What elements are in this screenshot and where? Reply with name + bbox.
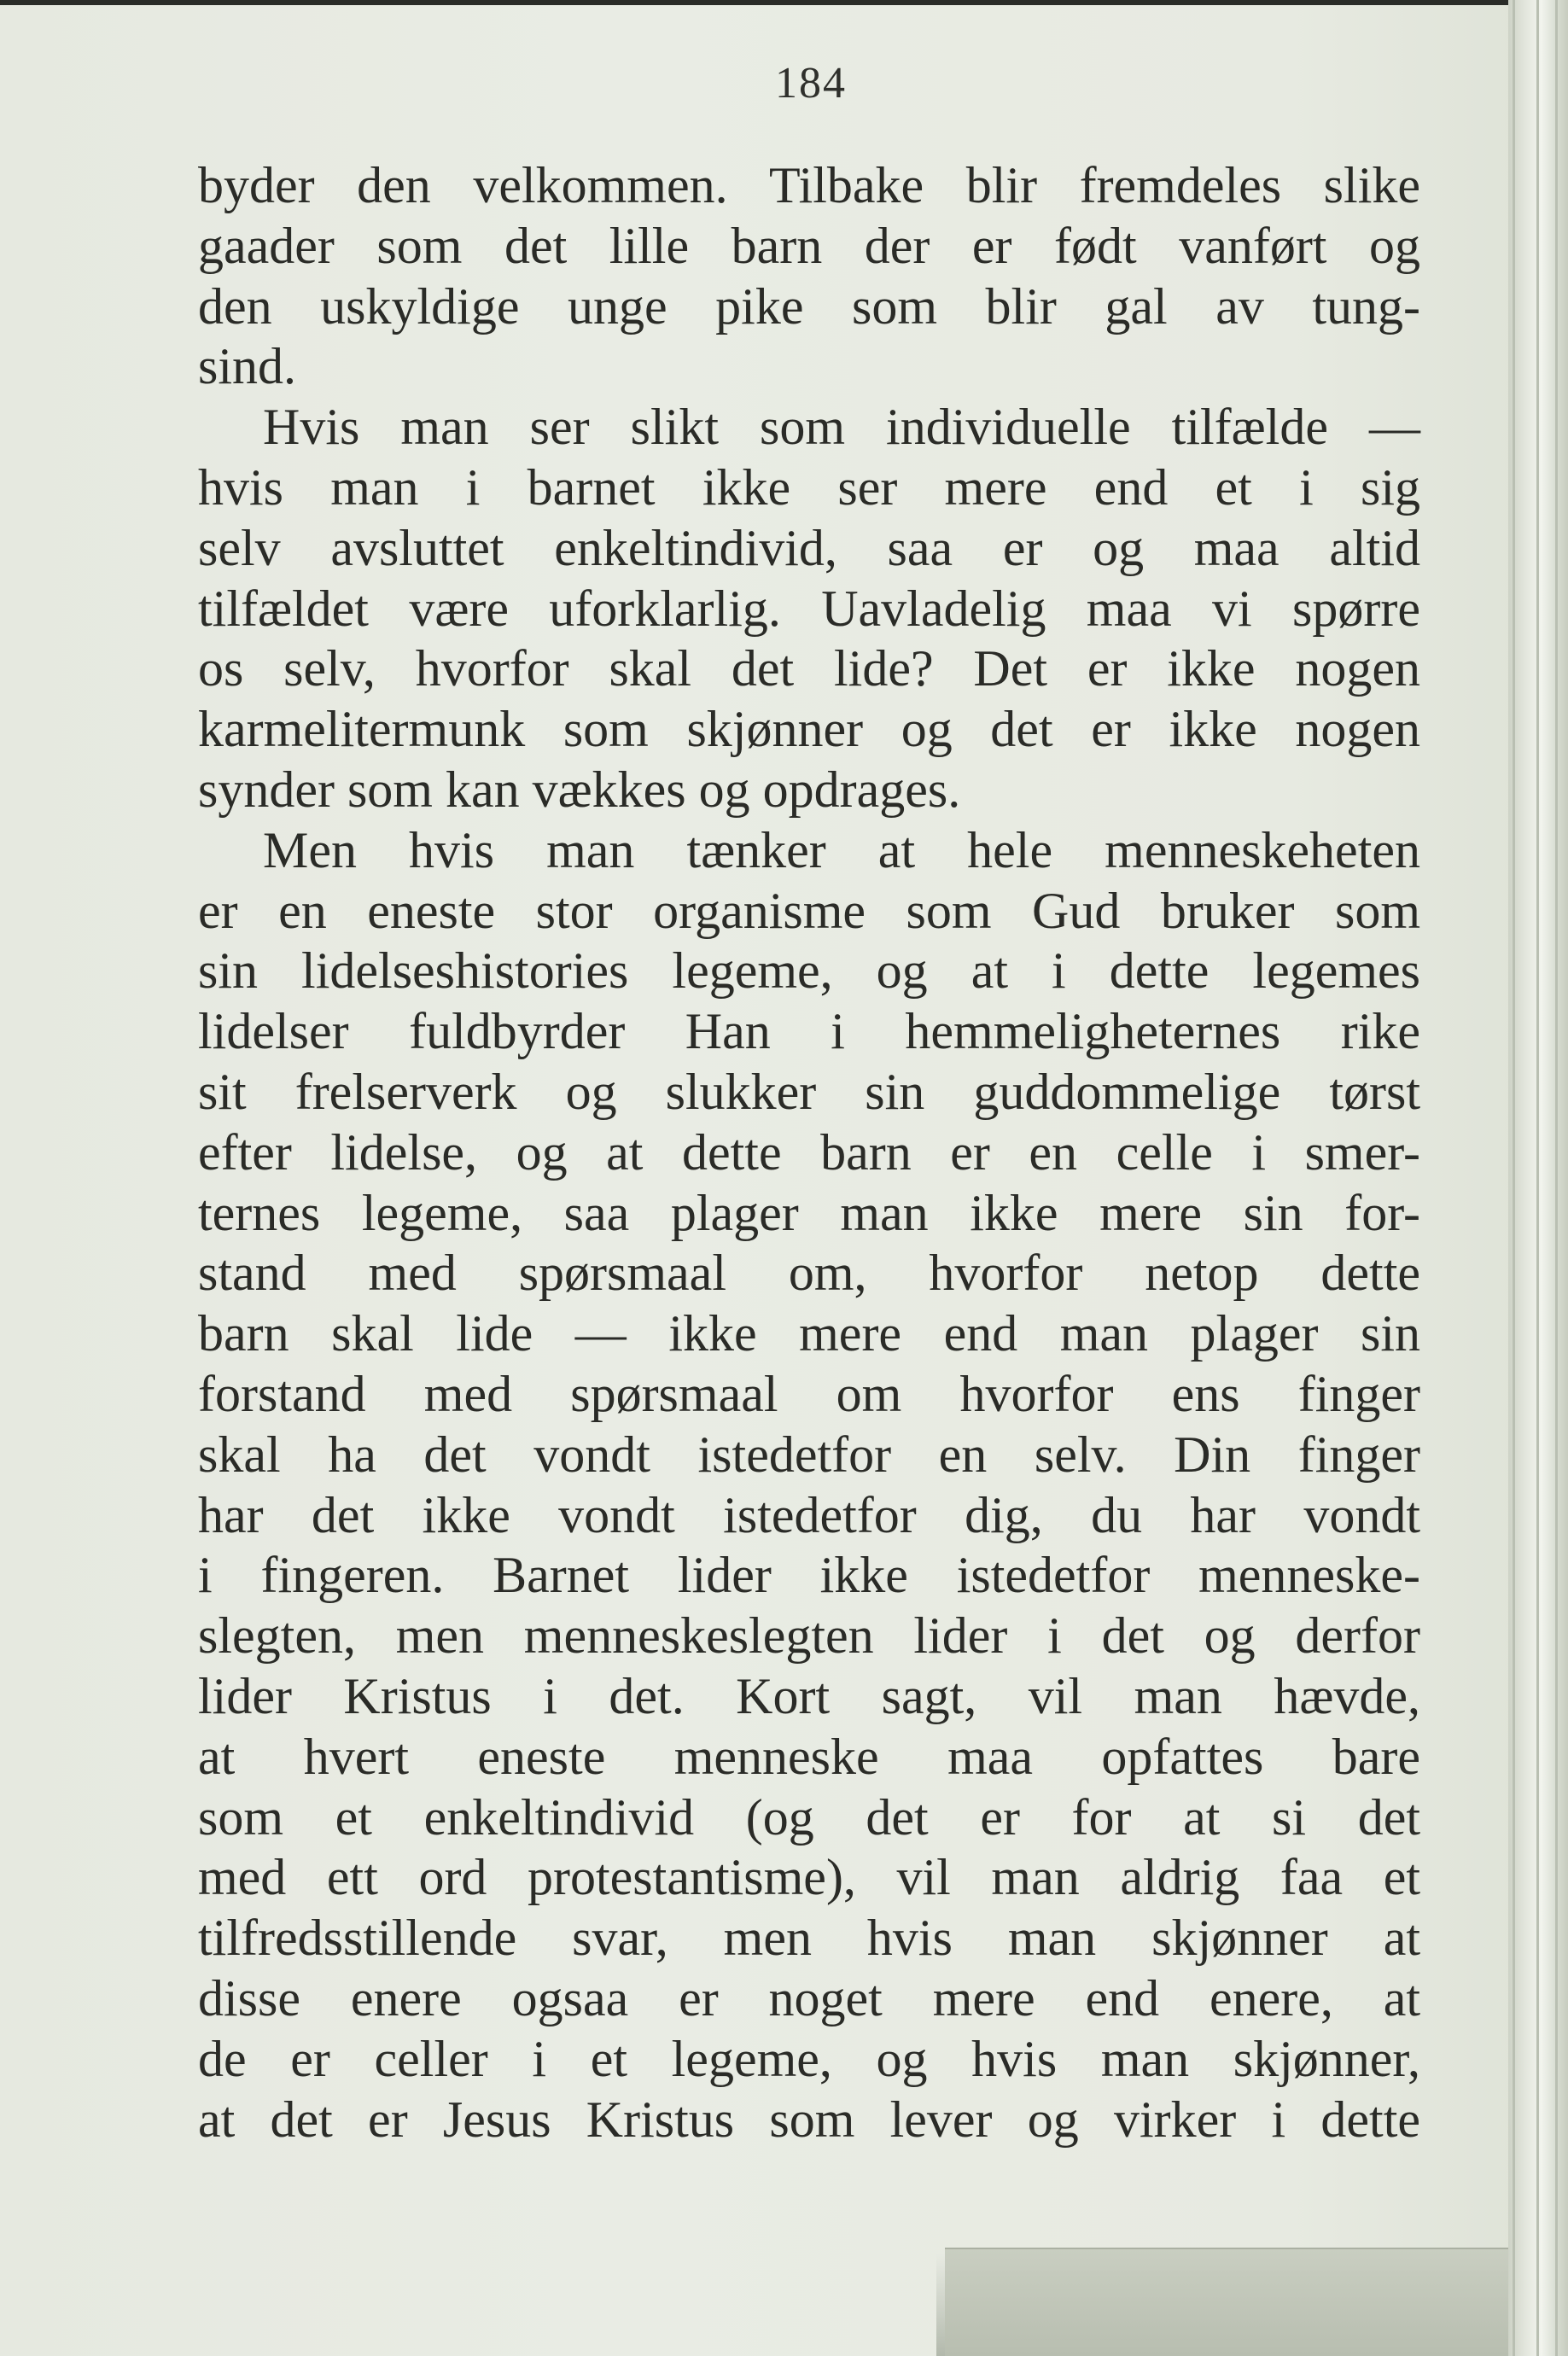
text-line: efter lidelse, og at dette barn er en celle i smer- — [198, 1123, 1420, 1181]
text-line: sin lidelseshistories legeme, og at i dette legemes — [198, 942, 1420, 1000]
text-line: som et enkeltindivid (og det er for at si det — [198, 1788, 1420, 1846]
text-line: er en eneste stor organisme som Gud bruker som — [198, 882, 1420, 939]
page-edge-line — [1513, 0, 1515, 2356]
page-edge-line — [1555, 0, 1558, 2356]
text-line: barn skal lide — ikke mere end man plager sin — [198, 1305, 1420, 1362]
text-line: i fingeren. Barnet lider ikke istedetfor menneske- — [198, 1547, 1420, 1604]
scan-top-edge — [0, 0, 1568, 5]
text-line: har det ikke vondt istedetfor dig, du har vondt — [198, 1486, 1420, 1543]
page-corner-fold — [945, 2248, 1508, 2356]
text-line: byder den velkommen. Tilbake blir fremdeles slike — [198, 157, 1420, 213]
text-line: at det er Jesus Kristus som lever og virker i dette — [198, 2091, 1420, 2148]
text-line: ternes legeme, saa plager man ikke mere sin for- — [198, 1184, 1420, 1241]
page-number: 184 — [775, 59, 847, 108]
text-line: slegten, men menneskeslegten lider i det og derfor — [198, 1607, 1420, 1665]
text-line: os selv, hvorfor skal det lide? Det er ikke nogen — [198, 640, 1420, 697]
text-line: gaader som det lille barn der er født vanført og — [198, 217, 1420, 274]
page-edge-line — [1536, 0, 1539, 2356]
text-line: tilfældet være uforklarlig. Uavladelig maa vi spørre — [198, 580, 1420, 637]
text-line: med ett ord protestantisme), vil man aldrig faa et — [198, 1849, 1420, 1906]
text-line: at hvert eneste menneske maa opfattes bare — [198, 1728, 1420, 1785]
text-line: sind. — [198, 338, 297, 395]
body-text — [198, 155, 1420, 2149]
text-line: tilfredsstillende svar, men hvis man skjønner at — [198, 1910, 1420, 1967]
text-line: den uskyldige unge pike som blir gal av tung- — [198, 277, 1420, 335]
text-line: synder som kan vækkes og opdrages. — [198, 761, 961, 818]
text-line: de er celler i et legeme, og hvis man skjønner, — [198, 2030, 1420, 2087]
text-line: lidelser fuldbyrder Han i hemmeligheternes rike — [198, 1003, 1420, 1060]
text-line: selv avsluttet enkeltindivid, saa er og maa altid — [198, 519, 1420, 576]
text-line: hvis man i barnet ikke ser mere end et i sig — [198, 458, 1420, 516]
text-line: Hvis man ser slikt som individuelle tilfælde — — [263, 399, 1420, 456]
text-line: Men hvis man tænker at hele menneskeheten — [263, 821, 1420, 878]
text-line: sit frelserverk og slukker sin guddommelige tørst — [198, 1063, 1420, 1120]
text-line: skal ha det vondt istedetfor en selv. Din finger — [198, 1426, 1420, 1483]
text-line: stand med spørsmaal om, hvorfor netop dette — [198, 1245, 1420, 1302]
text-line: forstand med spørsmaal om hvorfor ens finger — [198, 1365, 1420, 1422]
text-line: karmelitermunk som skjønner og det er ikke nogen — [198, 701, 1420, 758]
text-line: disse enere ogsaa er noget mere end enere, at — [198, 1969, 1420, 2027]
text-line: lider Kristus i det. Kort sagt, vil man hævde, — [198, 1667, 1420, 1724]
